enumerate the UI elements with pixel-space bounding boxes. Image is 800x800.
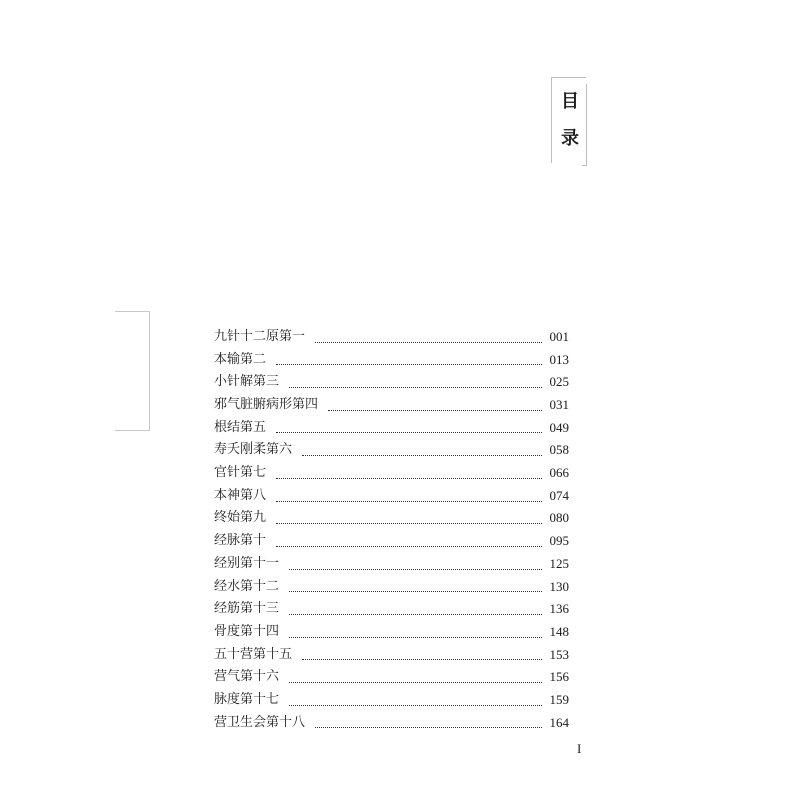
toc-entry-title: 本输第二 <box>214 351 267 367</box>
toc-entry[interactable] <box>214 644 569 667</box>
toc-entry[interactable] <box>214 689 569 712</box>
toc-entry-page: 080 <box>549 510 569 526</box>
toc-entry[interactable] <box>214 530 569 553</box>
toc-entry-page: 095 <box>549 533 569 549</box>
toc-entry-title: 脉度第十七 <box>214 691 280 707</box>
toc-heading-char-1: 目 <box>561 91 579 112</box>
leader-dots <box>276 364 541 365</box>
toc-heading-box <box>551 77 586 163</box>
leader-dots <box>276 432 541 433</box>
toc-entry-title: 官针第七 <box>214 465 267 481</box>
leader-dots <box>289 637 541 638</box>
toc-entry-page: 159 <box>549 691 569 707</box>
toc-entry-page: 156 <box>549 669 569 685</box>
toc-entry[interactable] <box>214 712 569 735</box>
leader-dots <box>276 546 541 547</box>
toc-entry-page: 066 <box>549 465 569 481</box>
toc-entry[interactable] <box>214 485 569 508</box>
toc-entry-title: 寿夭刚柔第六 <box>214 442 293 458</box>
leader-dots <box>289 591 541 592</box>
decorative-bracket <box>115 311 150 431</box>
toc-entry-title: 经脉第十 <box>214 533 267 549</box>
toc-entry-title: 根结第五 <box>214 419 267 435</box>
toc-entry-title: 经水第十二 <box>214 578 280 594</box>
toc-entry[interactable] <box>214 439 569 462</box>
leader-dots <box>289 387 541 388</box>
leader-dots <box>276 523 541 524</box>
toc-entry[interactable] <box>214 326 569 349</box>
toc-entry-title: 五十营第十五 <box>214 646 293 662</box>
toc-heading-char-2: 录 <box>561 128 579 149</box>
leader-dots <box>302 455 541 456</box>
toc-entry[interactable] <box>214 462 569 485</box>
leader-dots <box>315 727 541 728</box>
toc-entry-title: 小针解第三 <box>214 374 280 390</box>
toc-entry[interactable] <box>214 508 569 531</box>
toc-entry-page: 013 <box>549 351 569 367</box>
toc-entry[interactable] <box>214 553 569 576</box>
page-number: I <box>577 741 582 756</box>
toc-entry[interactable] <box>214 417 569 440</box>
toc-entry-page: 164 <box>549 714 569 730</box>
toc-entry[interactable] <box>214 598 569 621</box>
toc-entry-page: 031 <box>549 397 569 413</box>
leader-dots <box>315 342 541 343</box>
toc-entry[interactable] <box>214 666 569 689</box>
leader-dots <box>276 501 541 502</box>
toc-entry-page: 058 <box>549 442 569 458</box>
table-of-contents <box>214 326 569 734</box>
toc-entry-title: 本神第八 <box>214 487 267 503</box>
toc-entry-page: 001 <box>549 328 569 344</box>
toc-entry-title: 营卫生会第十八 <box>214 714 306 730</box>
leader-dots <box>302 659 541 660</box>
toc-entry-title: 经筋第十三 <box>214 601 280 617</box>
toc-entry-page: 074 <box>549 487 569 503</box>
toc-entry-page: 148 <box>549 623 569 639</box>
toc-entry-page: 025 <box>549 374 569 390</box>
toc-entry-page: 153 <box>549 646 569 662</box>
toc-entry[interactable] <box>214 394 569 417</box>
toc-entry-title: 骨度第十四 <box>214 623 280 639</box>
leader-dots <box>289 569 541 570</box>
leader-dots <box>289 614 541 615</box>
toc-entry-title: 经别第十一 <box>214 555 280 571</box>
toc-entry-title: 邪气脏腑病形第四 <box>214 397 319 413</box>
leader-dots <box>276 478 541 479</box>
leader-dots <box>289 705 541 706</box>
toc-entry-page: 130 <box>549 578 569 594</box>
toc-entry-title: 营气第十六 <box>214 669 280 685</box>
toc-entry-page: 125 <box>549 555 569 571</box>
toc-entry[interactable] <box>214 621 569 644</box>
toc-entry[interactable] <box>214 576 569 599</box>
toc-entry[interactable] <box>214 371 569 394</box>
toc-entry-title: 九针十二原第一 <box>214 328 306 344</box>
leader-dots <box>328 410 541 411</box>
toc-entry[interactable] <box>214 349 569 372</box>
toc-entry-page: 136 <box>549 601 569 617</box>
toc-entry-page: 049 <box>549 419 569 435</box>
leader-dots <box>289 682 541 683</box>
toc-entry-title: 终始第九 <box>214 510 267 526</box>
